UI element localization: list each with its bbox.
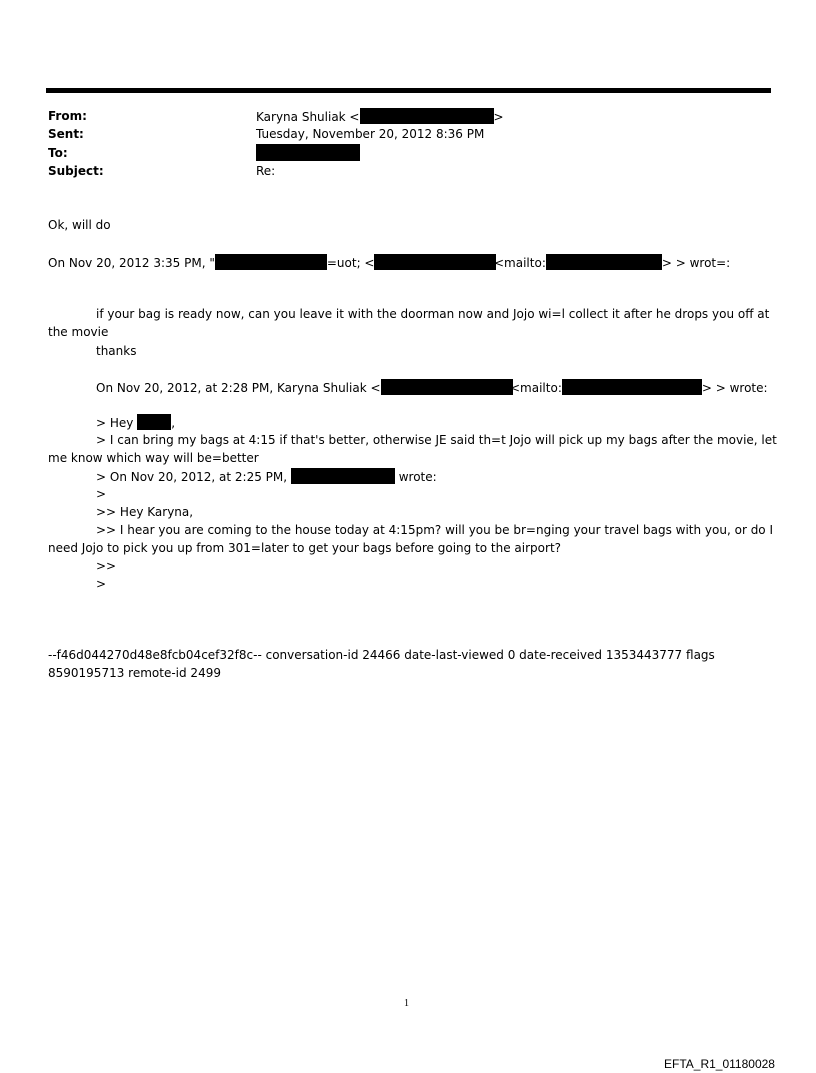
hey-line-pre: > Hey <box>96 416 134 430</box>
redaction-bar <box>137 414 171 430</box>
from-label: From: <box>48 109 87 123</box>
redaction-bar <box>215 254 327 270</box>
sent-label: Sent: <box>48 127 84 141</box>
sent-value: Tuesday, November 20, 2012 8:36 PM <box>256 127 485 141</box>
subject-value: Re: <box>256 164 276 178</box>
quote-header-2-pre: On Nov 20, 2012, at 2:28 PM, Karyna Shuliak < <box>96 381 381 395</box>
to-label: To: <box>48 146 68 160</box>
redaction-bar <box>291 468 395 484</box>
quote-header-2-end: > > wrote: <box>701 381 768 395</box>
document-id: EFTA_R1_01180028 <box>664 1057 775 1071</box>
quote-header-3-pre: > On Nov 20, 2012, at 2:25 PM, <box>96 470 288 484</box>
quote-header-1 <box>48 254 496 271</box>
redaction-bar <box>381 379 513 395</box>
metadata-line: --f46d044270d48e8fcb04cef32f8c-- conversation-id 24466 date-last-viewed 0 date-received 1353443777 flags <box>48 648 715 662</box>
quoted-line: >> Hey Karyna, <box>96 505 194 519</box>
quoted-line: me know which way will be=better <box>48 451 259 465</box>
quoted-paragraph-line: if your bag is ready now, can you leave it with the doorman now and Jojo wi=l collect it after he drops you off at <box>96 307 770 321</box>
quoted-paragraph-line: the movie <box>48 325 109 339</box>
quote-marker: > <box>96 487 107 501</box>
quote-header-3-end: wrote: <box>398 470 437 484</box>
from-end: > <box>493 110 504 124</box>
redaction-bar <box>360 108 494 124</box>
hey-line <box>96 414 175 431</box>
from-value <box>256 108 504 125</box>
header-rule <box>46 88 771 93</box>
quote-header-2-mailto-label: <mailto: <box>510 381 562 395</box>
to-value <box>256 144 360 162</box>
from-name: Karyna Shuliak < <box>256 110 360 124</box>
thanks-text: thanks <box>96 344 137 358</box>
quote-header-3 <box>96 468 437 485</box>
metadata-line: 8590195713 remote-id 2499 <box>48 666 221 680</box>
page-number: 1 <box>404 998 409 1009</box>
redaction-bar <box>256 144 360 161</box>
quoted-line: > I can bring my bags at 4:15 if that's better, otherwise JE said th=t Jojo will pick up my bags after the movie, let <box>96 433 777 447</box>
reply-text: Ok, will do <box>48 218 111 232</box>
subject-label: Subject: <box>48 164 104 178</box>
hey-line-post: , <box>171 416 176 430</box>
quote-marker: > <box>96 577 107 591</box>
quote-header-2-mailto <box>510 379 768 396</box>
quote-header-1-pre: On Nov 20, 2012 3:35 PM, " <box>48 256 215 270</box>
quoted-line: need Jojo to pick you up from 301=later to get your bags before going to the airport? <box>48 541 562 555</box>
quote-header-2 <box>96 379 513 396</box>
quote-marker: >> <box>96 559 117 573</box>
redaction-bar <box>374 254 496 270</box>
redaction-bar <box>546 254 662 270</box>
quote-header-1-mid: =uot; < <box>326 256 375 270</box>
quote-header-1-end: > > wrot=: <box>661 256 731 270</box>
redaction-bar <box>562 379 702 395</box>
quote-header-1-mailto <box>494 254 730 271</box>
quoted-line: >> I hear you are coming to the house today at 4:15pm? will you be br=nging your travel bags with you, or do I <box>96 523 774 537</box>
quote-header-1-mailto-label: <mailto: <box>494 256 546 270</box>
